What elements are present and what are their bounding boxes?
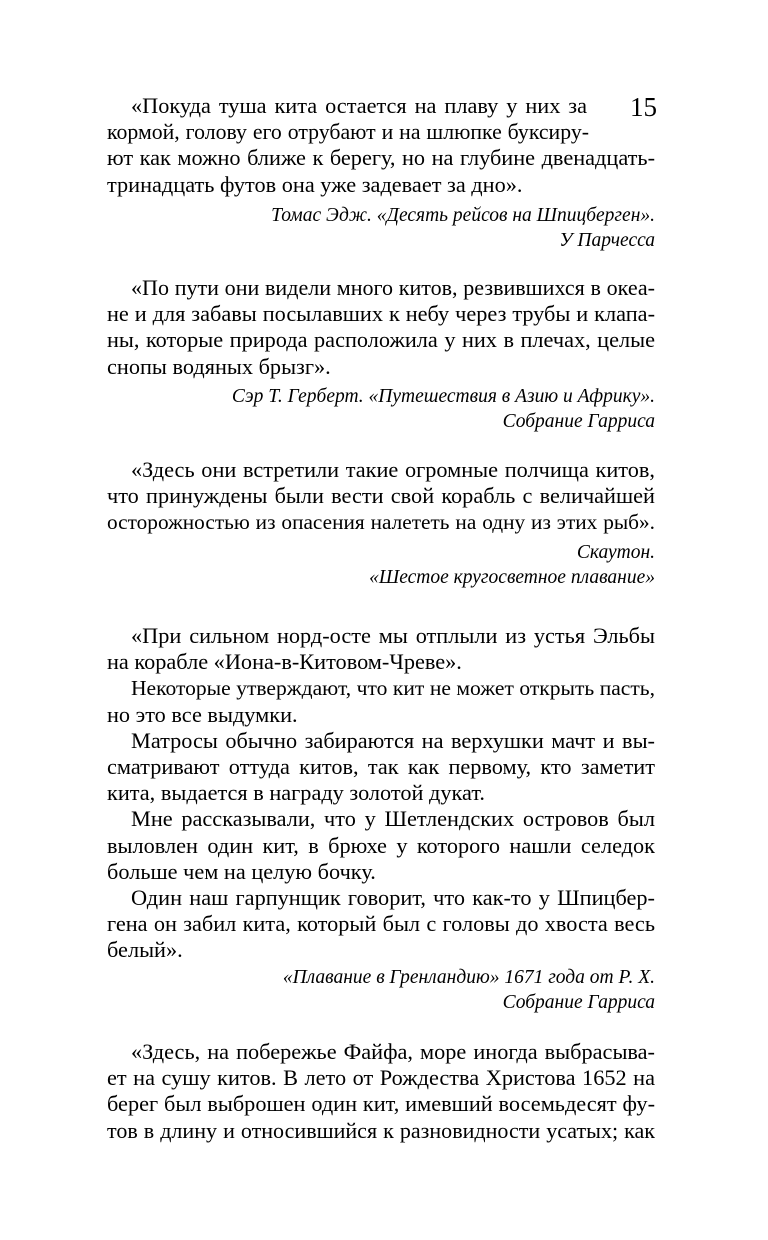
quote-line: снопы водяных брызг». bbox=[107, 353, 331, 379]
attribution-4 bbox=[107, 965, 655, 1015]
attribution-line: «Плавание в Гренландию» 1671 года от Р. Х. bbox=[282, 967, 655, 988]
quote-line: ют как можно ближе к берегу, но на глубине двенадцать- bbox=[107, 145, 655, 171]
attribution-line: Сэр Т. Герберт. «Путешествия в Азию и Африку». bbox=[231, 386, 655, 407]
quote-line: что принуждены были вести свой корабль с величайшей bbox=[107, 483, 655, 509]
attribution-line: «Шестое кругосветное плавание» bbox=[369, 567, 655, 588]
quote-line: но это все выдумки. bbox=[107, 701, 298, 727]
quote-1 bbox=[107, 93, 655, 198]
quote-line: тов в длину и относившийся к разновидности усатых; как bbox=[107, 1117, 655, 1143]
page-number: 15 bbox=[630, 92, 657, 122]
attribution-3 bbox=[107, 540, 655, 590]
quote-line: сматривают оттуда китов, так как первому, кто заметит bbox=[107, 754, 655, 780]
quote-4 bbox=[107, 623, 655, 964]
quote-line: «Здесь они встретили такие огромные полчища китов, bbox=[131, 457, 655, 482]
quote-line: осторожностью из опасения налететь на одну из этих рыб». bbox=[107, 510, 655, 535]
quote-line: Некоторые утверждают, что кит не может открыть пасть, bbox=[131, 676, 655, 701]
quote-line: кита, выдается в награду золотой дукат. bbox=[107, 780, 485, 806]
attribution-line: Собрание Гарриса bbox=[502, 411, 655, 432]
quote-line: Один наш гарпунщик говорит, что как-то у Шпицбер- bbox=[131, 885, 655, 911]
quote-line: тринадцать футов она уже задевает за дно». bbox=[107, 171, 523, 197]
quote-2 bbox=[107, 275, 655, 380]
quote-line: Мне рассказывали, что у Шетлендских островов был bbox=[131, 806, 655, 832]
attribution-2 bbox=[107, 384, 655, 434]
quote-line: гена он забил кита, который был с головы до хвоста весь bbox=[107, 911, 655, 937]
quote-line: «Покуда туша кита остается на плаву у них за bbox=[131, 93, 587, 118]
attribution-1 bbox=[107, 203, 655, 253]
attribution-line: Скаутон. bbox=[576, 542, 655, 563]
quote-line: ны, которые природа расположила у них в плечах, целые bbox=[107, 327, 655, 353]
quote-line: «При сильном норд-осте мы отплыли из устья Эльбы bbox=[131, 623, 655, 648]
quote-line: «По пути они видели много китов, резвившихся в океа- bbox=[131, 275, 655, 300]
quote-3 bbox=[107, 457, 655, 536]
quote-line: выловлен один кит, в брюхе у которого нашли селедок bbox=[107, 832, 655, 858]
quote-line: Матросы обычно забираются на верхушки мачт и вы- bbox=[131, 727, 655, 753]
quote-line: на корабле «Иона-в-Китовом-Чреве». bbox=[107, 649, 462, 675]
quote-line: ет на сушу китов. В лето от Рождества Христова 1652 на bbox=[107, 1065, 655, 1091]
attribution-line: У Парчесса bbox=[559, 230, 655, 251]
quote-line: кормой, голову его отрубают и на шлюпке буксиру- bbox=[107, 120, 589, 145]
quote-line: «Здесь, на побережье Файфа, море иногда выбрасыва- bbox=[131, 1039, 655, 1064]
quote-line: берег был выброшен один кит, имевший восемьдесят фу- bbox=[107, 1091, 655, 1117]
attribution-line: Томас Эдж. «Десять рейсов на Шпицберген». bbox=[271, 205, 655, 226]
quote-5 bbox=[107, 1039, 655, 1144]
quote-line: больше чем на целую бочку. bbox=[107, 858, 376, 884]
attribution-line: Собрание Гарриса bbox=[502, 992, 655, 1013]
quote-line: белый». bbox=[107, 937, 183, 963]
quote-line: не и для забавы посылавших к небу через трубы и клапа- bbox=[107, 301, 655, 327]
